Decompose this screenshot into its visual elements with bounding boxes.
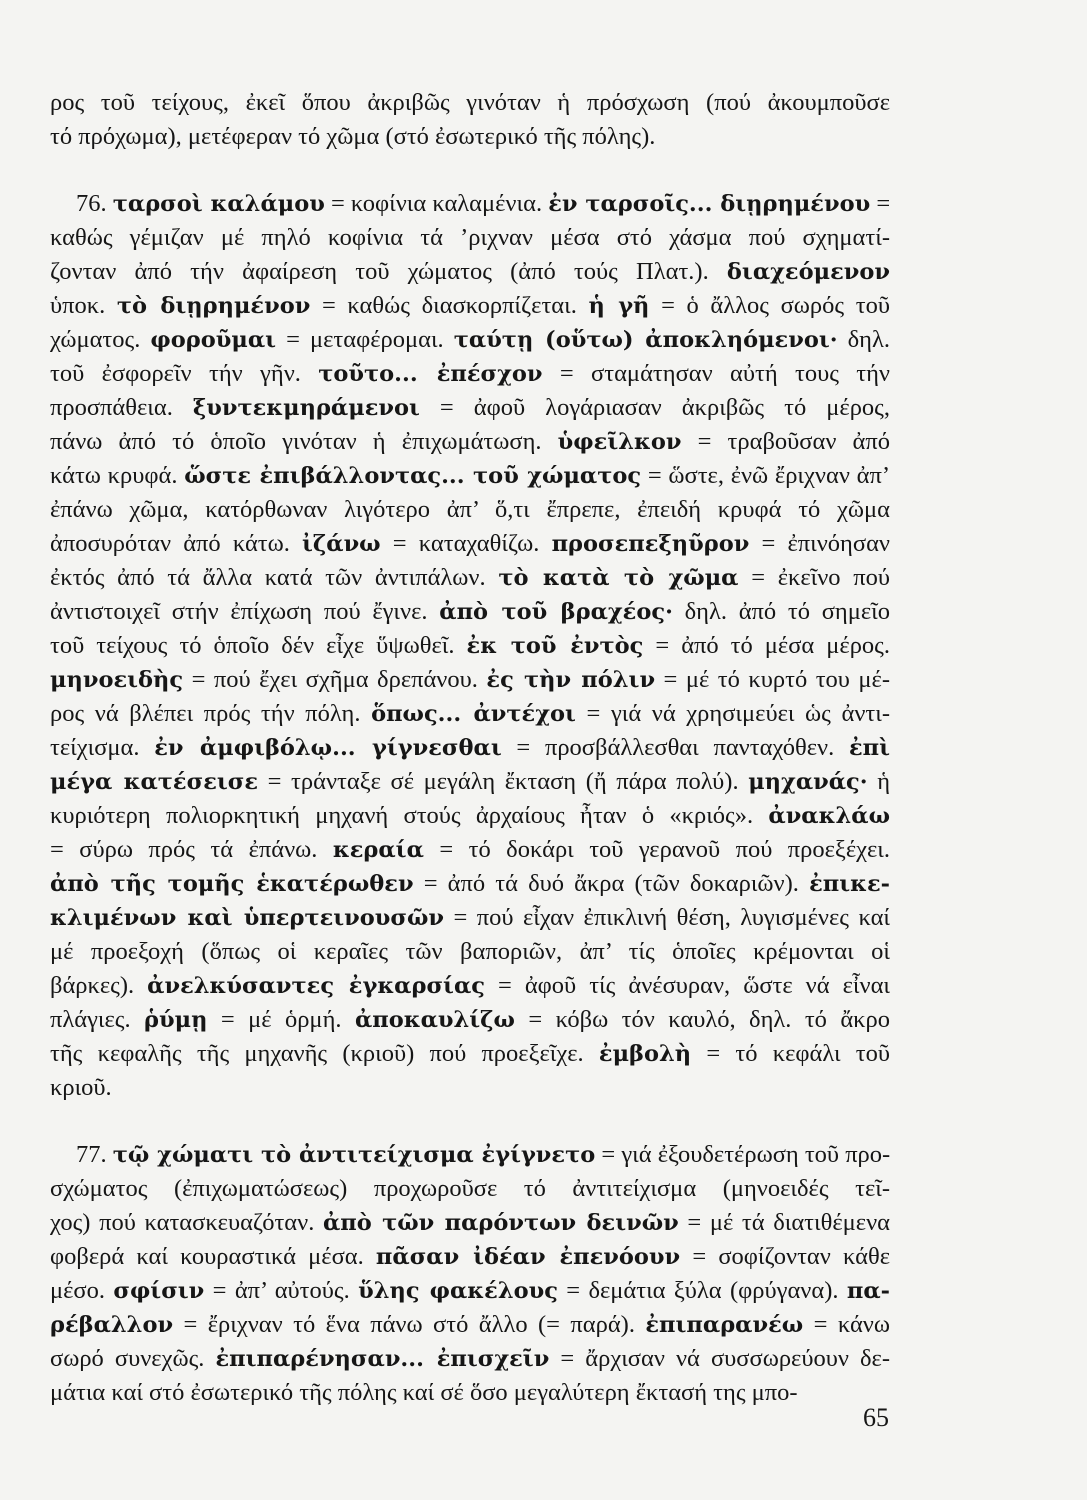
gloss-text: ὑποκ. [50,292,117,319]
gloss-text: ρος τοῦ τείχους, ἐκεῖ ὅπου ἀκριβῶς γινόταν ἡ πρόσχωση (πού ἀκουμποῦσε [50,89,890,116]
text-line [50,867,890,901]
text-line [50,1003,890,1037]
paragraph-gap [50,1105,890,1138]
lemma-term: ἀπὸ τῶν παρόντων δεινῶν [322,1210,679,1236]
lemma-term: τοῦτο... ἐπέσχον [318,361,543,387]
gloss-text: ἐκτός ἀπό τά ἄλλα κατά τῶν ἀντιπάλων. [50,564,499,591]
gloss-text: = δεμάτια ξύλα (φρύγανα). [557,1277,847,1304]
gloss-text: = καθώς διασκορπίζεται. [310,292,589,319]
gloss-text: = ἀπ’ αὐτούς. [204,1277,359,1304]
gloss-text: κάτω κρυφά. [50,462,185,489]
gloss-text: = προσβάλλεσθαι πανταχόθεν. [501,734,849,761]
gloss-text: καθώς γέμιζαν μέ πηλό κοφίνια τά ’ριχναν μέσα στό χάσμα πού σχηματί- [50,224,890,251]
text-line [50,1206,890,1240]
text-line [50,1342,890,1376]
gloss-text: μέσο. [50,1277,114,1304]
text-line [50,935,890,969]
text-line [50,459,890,493]
lemma-term: ρέβαλλον [50,1312,174,1338]
lemma-term: ἐμβολὴ [598,1041,692,1067]
text-line [50,86,890,120]
gloss-text: = μεταφέρομαι. [276,326,454,353]
lemma-term: ὅπως... ἀντέχοι [371,701,576,727]
lemma-term: φοροῦμαι [150,327,277,353]
gloss-text: = γιά νά χρησιμεύει ὡς ἀντι- [575,700,890,727]
gloss-text: = ἀπό τό μέσα μέρος. [643,632,890,659]
gloss-text: δηλ. [837,326,890,353]
lemma-term: ἐπικε- [809,871,890,897]
text-line [50,1071,890,1105]
gloss-text: = σύρω πρός τά ἐπάνω. [50,836,333,863]
lemma-term: τῷ χώματι τὸ ἀντιτείχισμα ἐγίγνετο [112,1142,596,1168]
lemma-term: πᾶσαν ἰδέαν ἐπενόουν [375,1244,681,1270]
lemma-term: σφίσιν [113,1278,205,1304]
text-line [50,1240,890,1274]
gloss-text: = ὁ ἄλλος σωρός τοῦ [649,292,890,319]
lemma-term: διαχεόμενον [726,259,890,285]
text-line [50,731,890,765]
gloss-text: προσπάθεια. [50,394,193,421]
lemma-term: ταύτῃ (οὕτω) ἀποκληόμενοι· [453,327,838,353]
page-number: 65 [863,1403,889,1432]
gloss-text: ἐπάνω χῶμα, κατόρθωναν λιγότερο ἀπ’ ὅ,τι ἔπρεπε, ἐπειδή κρυφά τό χῶμα [50,496,890,523]
gloss-text: = μέ ὁρμή. [207,1006,355,1033]
gloss-text: = ἀφοῦ τίς ἀνέσυραν, ὥστε νά εἶναι [484,972,890,999]
gloss-text: τῆς κεφαλῆς τῆς μηχανῆς (κριοῦ) πού προεξεῖχε. [50,1040,599,1067]
text-line [50,765,890,799]
gloss-text: κριοῦ. [50,1074,112,1101]
lemma-term: ἀπὸ τοῦ βραχέος· [439,599,673,625]
lemma-term: τὸ διῃρημένον [116,293,311,319]
lemma-term: ἀνακλάω [768,803,890,829]
text-line [50,1138,890,1172]
text-line [50,629,890,663]
gloss-text: φοβερά καί κουραστικά μέσα. [50,1243,376,1270]
gloss-text: μέ προεξοχή (ὅπως οἱ κεραῖες τῶν βαποριῶν, ἀπ’ τίς ὁποῖες κρέμονται οἱ [50,938,890,965]
lemma-term: ἐς τὴν πόλιν [486,667,656,693]
lemma-term: προσεπεξηῦρον [551,531,750,557]
gloss-text: = [870,190,891,217]
gloss-text: = ἔριχναν τό ἕνα πάνω στό ἄλλο (= παρά). [173,1311,646,1338]
text-line [50,391,890,425]
lemma-term: κλιμένων καὶ ὑπερτεινουσῶν [50,905,445,931]
lemma-term: ξυντεκμηράμενοι [192,395,420,421]
text-line [50,1308,890,1342]
gloss-text: = πού εἶχαν ἐπικλινή θέση, λυγισμένες καί [444,904,890,931]
gloss-text: ἀντιστοιχεῖ στήν ἐπίχωση πού ἔγινε. [50,598,440,625]
lemma-term: μηχανάς· [748,769,868,795]
gloss-text: τείχισμα. [50,734,155,761]
lemma-term: ἐν ἀμφιβόλῳ... γίγνεσθαι [154,735,502,761]
gloss-text: = κόβω τόν καυλό, δηλ. τό ἄκρο [514,1006,890,1033]
gloss-text: χώματος. [50,326,151,353]
lemma-term: πα- [846,1278,890,1304]
text-line [50,357,890,391]
lemma-term: ἰζάνω [302,531,381,557]
gloss-text: βάρκες). [50,972,148,999]
commentary-text [50,86,890,1410]
gloss-text: σχώματος (ἐπιχωματώσεως) προχωροῦσε τό ἀντιτείχισμα (μηνοειδές τεῖ- [50,1175,890,1202]
lemma-term: ῥύμῃ [144,1007,208,1033]
gloss-text: = ἐπινόησαν [749,530,890,557]
text-line [50,697,890,731]
gloss-text: τοῦ τείχους τό ὁποῖο δέν εἶχε ὕψωθεῖ. [50,632,467,659]
gloss-text: δηλ. ἀπό τό σημεῖο [672,598,891,625]
gloss-text: 77. [76,1141,113,1168]
text-line [50,595,890,629]
lemma-term: κεραία [332,837,424,863]
lemma-term: ἐπιπαρένησαν... ἐπισχεῖν [215,1346,550,1372]
gloss-text: = ἐκεῖνο πού [738,564,890,591]
lemma-term: ὑφεῖλκον [557,429,682,455]
lemma-term: μέγα κατέσεισε [50,769,259,795]
gloss-text: ρος νά βλέπει πρός τήν πόλη. [50,700,372,727]
lemma-term: μηνοειδὴς [50,667,184,693]
gloss-text: = πού ἔχει σχῆμα δρεπάνου. [183,666,487,693]
gloss-text: = μέ τό κυρτό του μέ- [655,666,890,693]
text-line [50,527,890,561]
text-line [50,255,890,289]
lemma-term: τὸ κατὰ τὸ χῶμα [498,565,739,591]
gloss-text: = μέ τά διατιθέμενα [678,1209,890,1236]
lemma-term: ἐν ταρσοῖς... διῃρημένου [548,191,871,217]
gloss-text: ἡ [867,768,890,795]
text-line [50,663,890,697]
lemma-term: ἀποκαυλίζω [354,1007,515,1033]
gloss-text: = σοφίζονταν κάθε [680,1243,891,1270]
gloss-text: = τραβοῦσαν ἀπό [681,428,890,455]
lemma-term: ἀπὸ τῆς τομῆς ἑκατέρωθεν [50,871,414,897]
text-line [50,1376,890,1410]
text-line [50,799,890,833]
text-line [50,120,890,154]
gloss-text: σωρό συνεχῶς. [50,1345,216,1372]
gloss-text: τοῦ ἐσφορεῖν τήν γῆν. [50,360,319,387]
gloss-text: μάτια καί στό ἐσωτερικό τῆς πόλης καί σέ ὅσο μεγαλύτερη ἔκτασή της μπο- [50,1379,798,1406]
text-line [50,221,890,255]
text-line [50,1274,890,1308]
gloss-text: κυριότερη πολιορκητική μηχανή στούς ἀρχαίους ἦταν ὁ «κριός». [50,802,769,829]
gloss-text: πλάγιες. [50,1006,145,1033]
gloss-text: τό πρόχωμα), μετέφεραν τό χῶμα (στό ἐσωτερικό τῆς πόλης). [50,123,656,150]
gloss-text: 76. [76,190,113,217]
text-line [50,425,890,459]
text-line [50,323,890,357]
gloss-text: = τό δοκάρι τοῦ γερανοῦ πού προεξέχει. [423,836,891,863]
text-line [50,289,890,323]
gloss-text: = τό κεφάλι τοῦ [691,1040,890,1067]
lemma-term: ταρσοὶ καλάμου [112,191,325,217]
gloss-text: = σταμάτησαν αὐτή τους τήν [542,360,891,387]
text-line [50,493,890,527]
gloss-text: = γιά ἐξουδετέρωση τοῦ προ- [595,1141,891,1168]
gloss-text: = ἄρχισαν νά συσσωρεύουν δε- [549,1345,890,1372]
gloss-text: = τράνταξε σέ μεγάλη ἔκταση (ἤ πάρα πολύ). [258,768,749,795]
gloss-text: = καταχαθίζω. [380,530,552,557]
gloss-text: = ἀπό τά δυό ἄκρα (τῶν δοκαριῶν). [413,870,810,897]
gloss-text: ἀποσυρόταν ἀπό κάτω. [50,530,303,557]
text-line [50,561,890,595]
text-line [50,833,890,867]
paragraph-gap [50,154,890,187]
lemma-term: ἐπὶ [848,735,890,761]
lemma-term: ἀνελκύσαντες ἐγκαρσίας [147,973,485,999]
gloss-text: = κοφίνια καλαμένια. [324,190,549,217]
gloss-text: = ὥστε, ἐνῶ ἔριχναν ἀπ’ [641,462,890,489]
gloss-text: χος) πού κατασκευαζόταν. [50,1209,323,1236]
gloss-text: = κάνω [803,1311,890,1338]
text-line [50,969,890,1003]
gloss-text: πάνω ἀπό τό ὁποῖο γινόταν ἡ ἐπιχωμάτωση. [50,428,558,455]
gloss-text: ζονταν ἀπό τήν ἀφαίρεση τοῦ χώματος (ἀπό τούς Πλατ.). [50,258,727,285]
lemma-term: ἐπιπαρανέω [645,1312,804,1338]
lemma-term: ὥστε ἐπιβάλλοντας... τοῦ χώματος [184,463,642,489]
text-line [50,901,890,935]
text-line [50,187,890,221]
lemma-term: ἐκ τοῦ ἐντὸς [466,633,644,659]
text-line [50,1172,890,1206]
lemma-term: ὕλης φακέλους [358,1278,558,1304]
lemma-term: ἡ γῆ [588,293,650,319]
gloss-text: = ἀφοῦ λογάριασαν ἀκριβῶς τό μέρος, [419,394,890,421]
text-line [50,1037,890,1071]
